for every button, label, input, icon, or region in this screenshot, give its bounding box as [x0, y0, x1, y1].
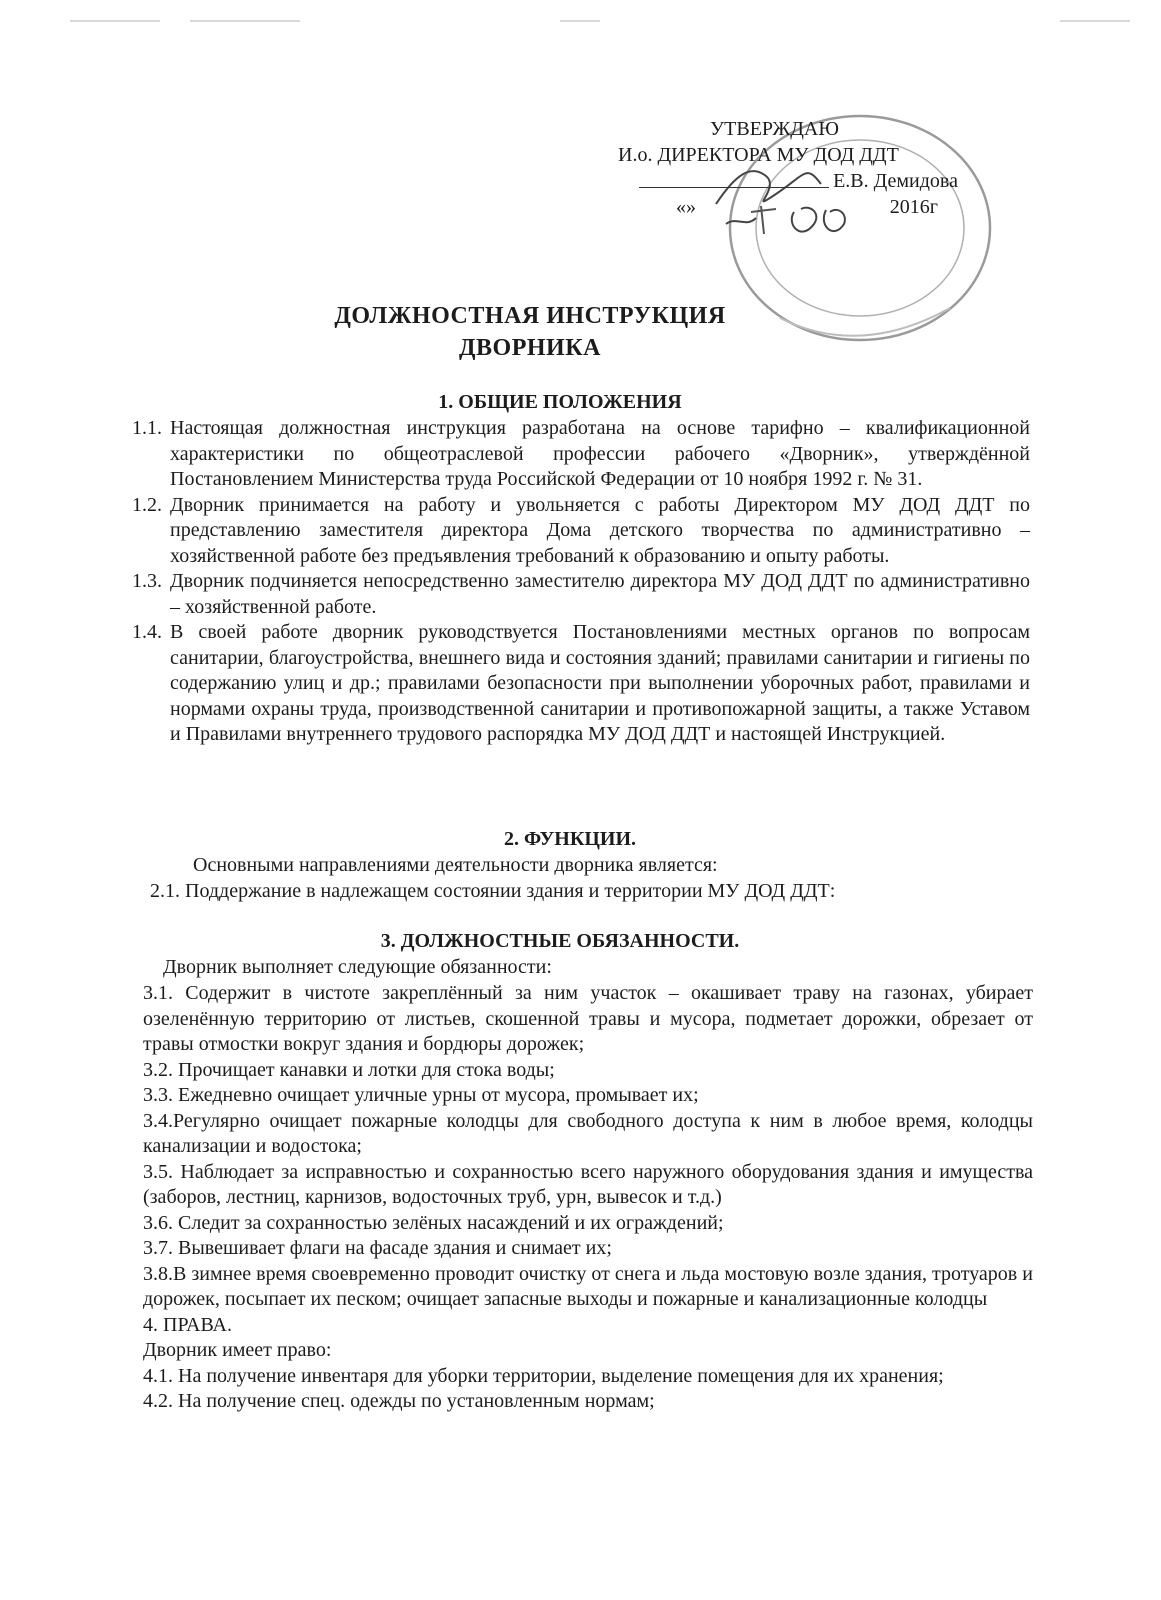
scan-artifact	[70, 20, 160, 22]
list-item	[132, 416, 1030, 493]
document-title	[300, 300, 760, 364]
approval-signer-name: Е.В. Демидова	[833, 170, 958, 192]
scan-artifact	[190, 20, 300, 22]
list-item: 3.2. Прочищает канавки и лотки для стока воды;	[143, 1058, 555, 1081]
approval-position: И.о. ДИРЕКТОРА МУ ДОД ДДТ	[618, 144, 899, 166]
item-text: Дворник подчиняется непосредственно заместителю директора МУ ДОД ДДТ по административно – хозяйственной работе.	[170, 570, 1030, 618]
approval-signature-line	[618, 168, 968, 194]
item-number: 1.3.	[132, 570, 162, 592]
list-item: 3.7. Вывешивает флаги на фасаде здания и снимает их;	[143, 1237, 612, 1259]
list-item: 3.1. Содержит в чистоте закреплённый за ним участок – окашивает траву на газонах, убирает озеленённую территорию от листьев, скошенной травы и мусора, подметает дорожки, обрезает от травы отмостки вокруг здания и бордюры дорожек;	[143, 982, 1033, 1055]
item-text: Дворник принимается на работу и увольняется с работы Директором МУ ДОД ДДТ по представлению заместителя директора Дома детского творчества по административно – хозяйственной работе без предъявления требований к образованию и опыту работы.	[170, 493, 1030, 567]
list-item	[132, 569, 1030, 620]
section-3-heading: 3. ДОЛЖНОСТНЫЕ ОБЯЗАННОСТИ.	[380, 930, 740, 952]
scan-artifact	[560, 20, 600, 22]
list-item: 3.3. Ежедневно очищает уличные урны от мусора, промывает их;	[143, 1084, 699, 1106]
approval-date-line	[618, 194, 968, 220]
list-item: 3.5. Наблюдает за исправностью и сохранностью всего наружного оборудования здания и имущества (заборов, лестниц, карнизов, водосточных труб, урн, вывесок и т.д.)	[143, 1160, 1033, 1208]
section-2-item: 2.1. Поддержание в надлежащем состоянии здания и территории МУ ДОД ДДТ:	[150, 880, 836, 902]
section-2-intro: Основными направлениями деятельности дворника является:	[193, 854, 718, 876]
list-item: 4.1. На получение инвентаря для уборки территории, выделение помещения для их хранения;	[143, 1364, 944, 1387]
date-quote-open: «	[676, 196, 686, 218]
title-line-1: ДОЛЖНОСТНАЯ ИНСТРУКЦИЯ	[334, 303, 726, 329]
section-1-heading: 1. ОБЩИЕ ПОЛОЖЕНИЯ	[438, 391, 682, 413]
approval-block	[618, 116, 968, 220]
section-4-heading: 4. ПРАВА.	[143, 1313, 232, 1336]
approval-heading: УТВЕРЖДАЮ	[710, 118, 839, 140]
list-item: 4.2. На получение спец. одежды по установленным нормам;	[143, 1390, 655, 1412]
section-2-heading: 2. ФУНКЦИИ.	[503, 828, 637, 850]
item-number: 1.4.	[132, 621, 162, 643]
section-3-intro: Дворник выполняет следующие обязанности:	[163, 956, 552, 978]
list-item: 3.6. Следит за сохранностью зелёных насаждений и их ограждений;	[143, 1211, 724, 1234]
section-3-list	[143, 981, 1033, 1415]
signature-underline	[639, 168, 829, 188]
title-line-2: ДВОРНИКА	[459, 335, 601, 361]
list-item: 3.4.Регулярно очищает пожарные колодцы для свободного доступа к ним в любое время, колодцы канализации и водостока;	[143, 1109, 1033, 1157]
section-4-intro: Дворник имеет право:	[143, 1339, 332, 1361]
item-text: Настоящая должностная инструкция разработана на основе тарифно – квалификационной характеристики по общеотраслевой профессии рабочего «Дворник», утверждённой Постановлением Министерства труда Российской Федерации от 10 ноября 1992 г. № 31.	[170, 417, 1030, 490]
item-number: 1.1.	[132, 417, 162, 439]
scan-artifact	[1060, 20, 1130, 22]
item-number: 1.2.	[132, 493, 162, 516]
section-1-list	[132, 416, 1030, 748]
list-item	[132, 620, 1030, 748]
list-item	[132, 493, 1030, 570]
list-item: 3.8.В зимнее время своевременно проводит очистку от снега и льда мостовую возле здания, тротуаров и дорожек, посыпает их песком; очищает запасные выходы и пожарные и канализационные колодцы	[143, 1262, 1033, 1310]
approval-year: 2016г	[889, 196, 938, 218]
item-text: В своей работе дворник руководствуется Постановлениями местных органов по вопросам санитарии, благоустройства, внешнего вида и состояния зданий; правилами санитарии и гигиены по содержанию улиц и др.; правилами безопасности при выполнении уборочных работ, правилами и нормами охраны труда, производственной санитарии и противопожарной защиты, а также Уставом и Правилами внутреннего трудового распорядка МУ ДОД ДДТ и настоящей Инструкцией.	[170, 621, 1030, 745]
date-quote-close: »	[686, 196, 696, 218]
